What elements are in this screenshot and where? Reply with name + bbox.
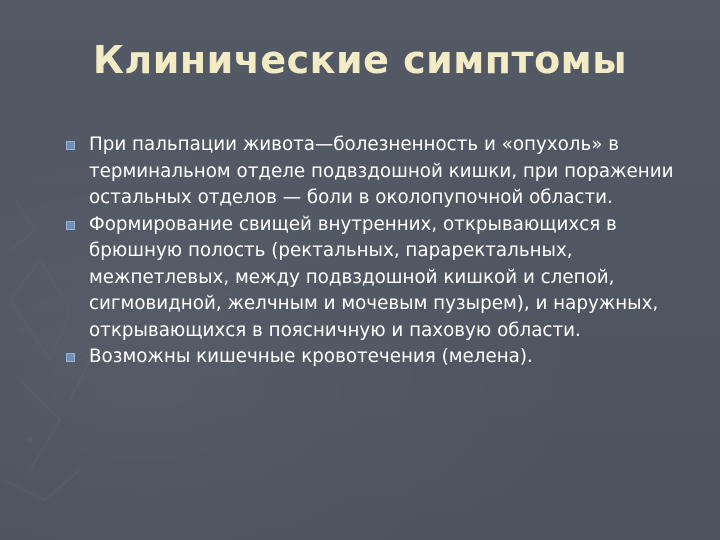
bullet-item bbox=[64, 212, 704, 345]
bullet-text: Формирование свищей внутренних, открывающихся в брюшную полость (ректальных, параректальных, межпетлевых, между подвздошной кишкой и слепой, сигмовидной, желчным и мочевым пузырем), и наружных, открывающихся в поясничную и паховую области. bbox=[89, 213, 659, 341]
square-bullet-icon bbox=[66, 221, 75, 230]
bullet-list bbox=[64, 132, 704, 371]
bullet-item bbox=[64, 344, 704, 371]
square-bullet-icon bbox=[66, 353, 75, 362]
bullet-text: Возможны кишечные кровотечения (мелена). bbox=[89, 346, 533, 367]
slide-title: Клинические симптомы bbox=[92, 38, 628, 82]
bullet-text: При пальпации живота—болезненность и «опухоль» в терминальном отделе подвздошной кишки, при поражении остальных отделов — боли в околопупочной области. bbox=[89, 134, 674, 208]
bullet-item bbox=[64, 132, 704, 212]
square-bullet-icon bbox=[66, 141, 75, 150]
